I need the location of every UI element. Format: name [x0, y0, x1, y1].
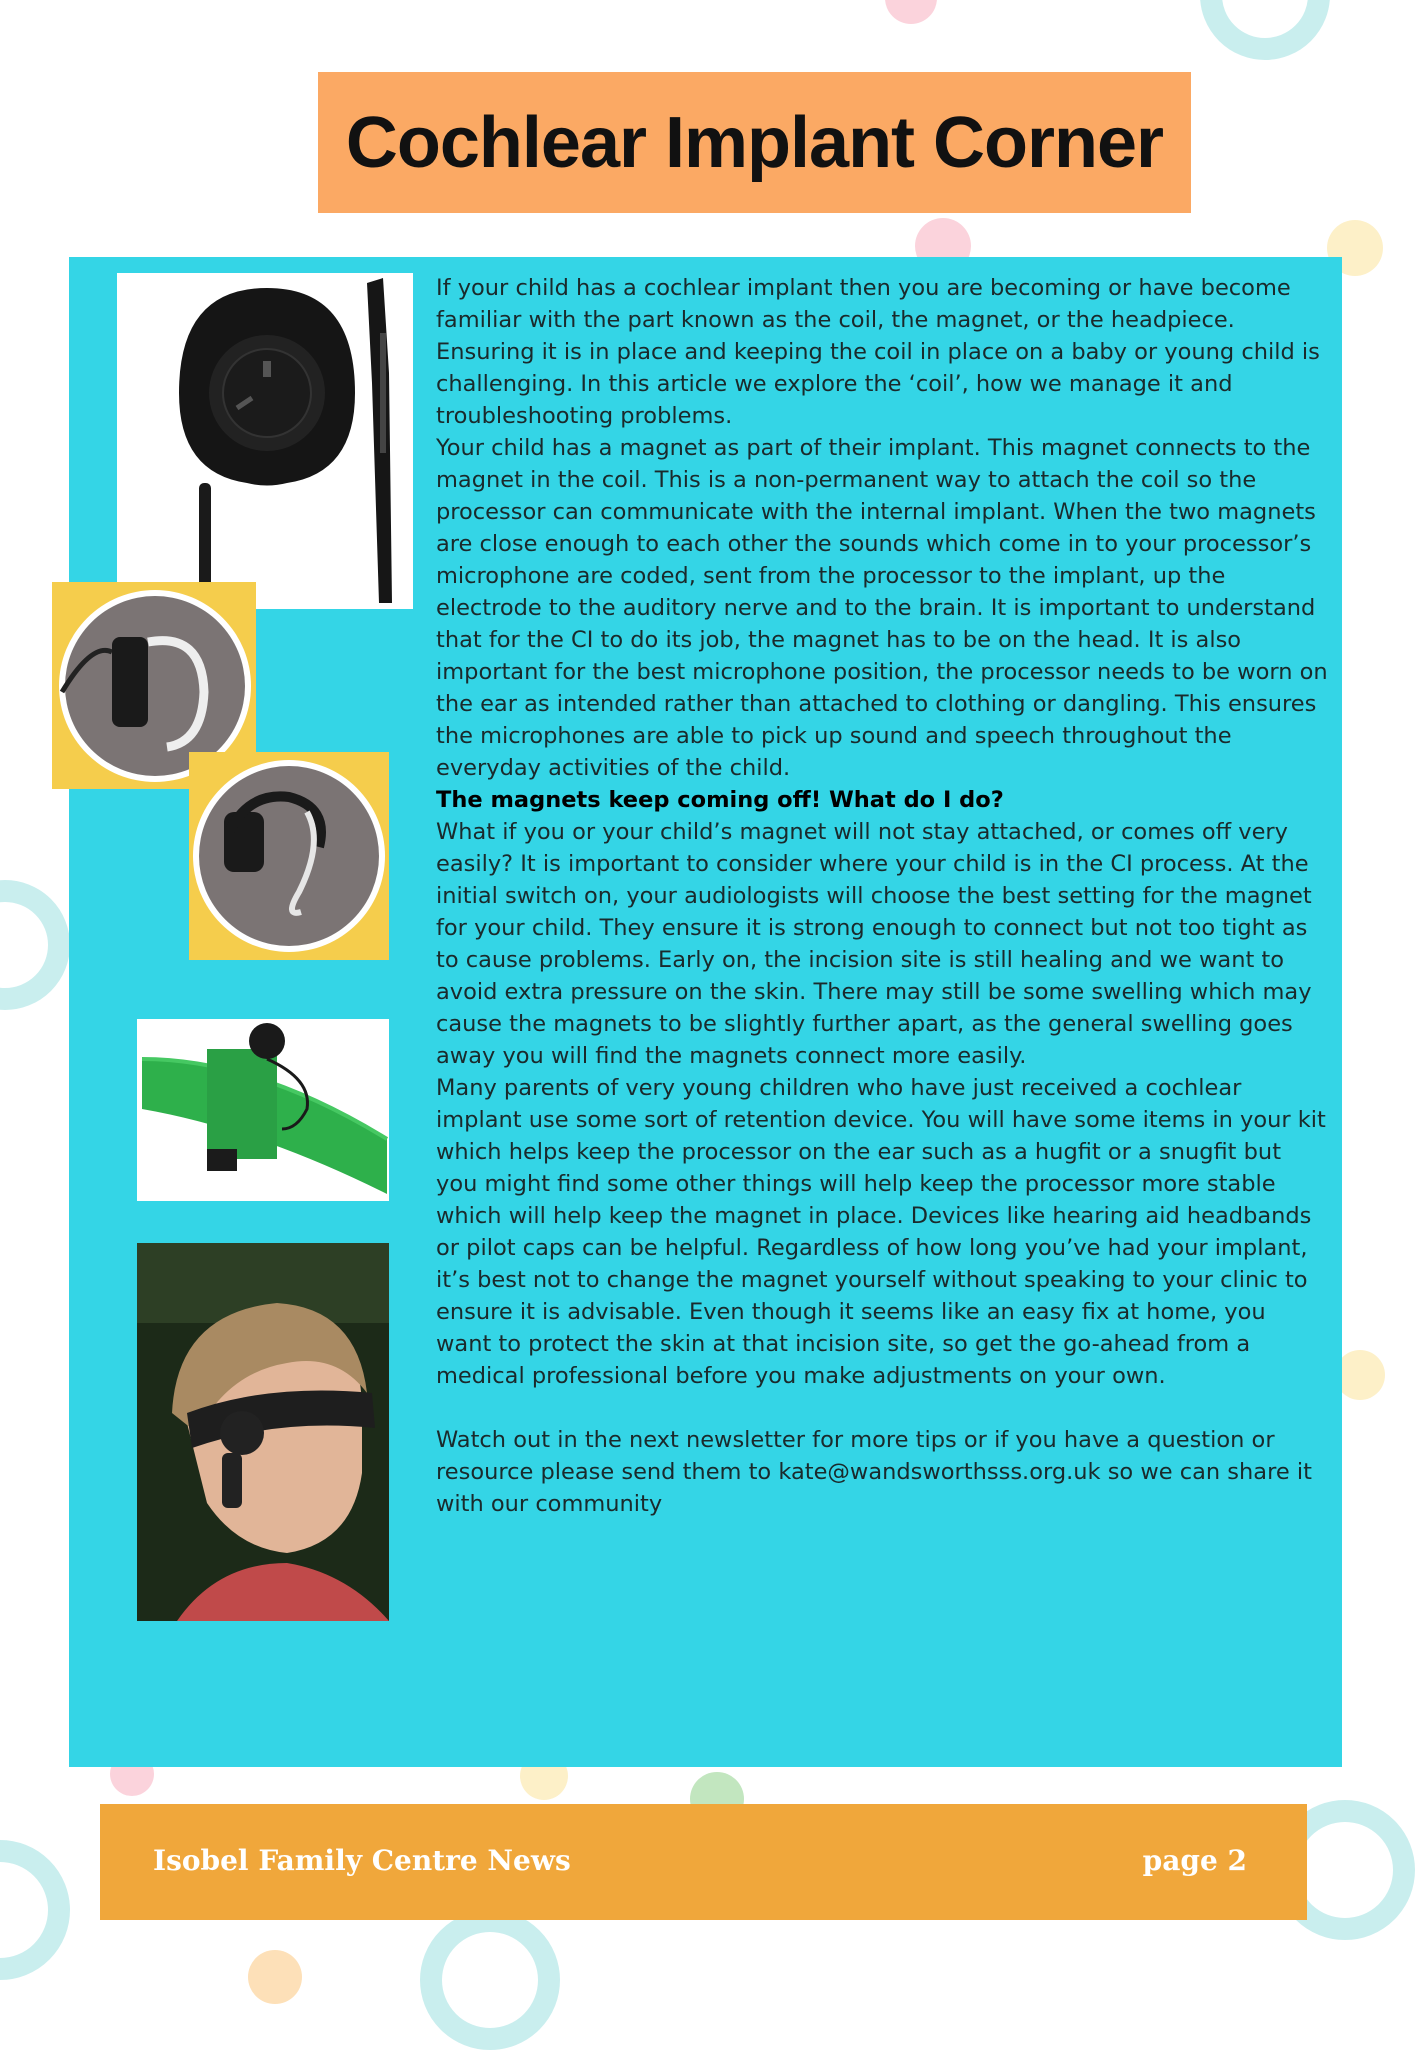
decor-ring-teal — [0, 1840, 70, 1980]
page-title: Cochlear Implant Corner — [345, 102, 1164, 183]
footer-bar — [100, 1804, 1307, 1920]
article-subheading: The magnets keep coming off! What do I do? — [436, 787, 1004, 813]
newsletter-name: Isobel Family Centre News — [153, 1844, 571, 1877]
processor-photo-2 — [189, 752, 389, 960]
article-paragraph: What if you or your child’s magnet will not stay attached, or comes off very easily? It is important to consider where your child is in the CI process. At the initial switch on, your audiologists will choose the best setting for the magnet for your child. They ensure it is strong enough to connect but not too tight as to cause problems. Early on, the incision site is still healing and we want to avoid extra pressure on the skin. There may still be some swelling which may cause the magnets to be slightly further apart, as the general swelling goes away you will find the magnets connect more easily. — [436, 819, 1312, 1069]
headband-photo — [137, 1019, 389, 1201]
article-closing-paragraph: Watch out in the next newsletter for more tips or if you have a question or resource please send them to kate@wandsworthsss.org.uk so we can share it with our community — [436, 1427, 1312, 1517]
child-headband-photo — [137, 1243, 389, 1621]
decor-ring-teal — [0, 880, 70, 1010]
coil-headpiece-photo — [117, 273, 413, 609]
article-panel — [69, 257, 1342, 1767]
page-number: page 2 — [1142, 1844, 1247, 1877]
article-paragraph: Your child has a magnet as part of their implant. This magnet connects to the magnet in the coil. This is a non-permanent way to attach the coil so the processor can communicate with the internal implant. When the two magnets are close enough to each other the sounds which come in to your processor’s microphone are coded, sent from the processor to the implant, up the electrode to the auditory nerve and to the brain. It is important to understand that for the CI to do its job, the magnet has to be on the head. It is also important for the best microphone position, the processor needs to be worn on the ear as intended rather than attached to clothing or dangling. This ensures the microphones are able to pick up sound and speech throughout the everyday activities of the child. — [436, 435, 1328, 781]
decor-dot-yellow — [248, 1950, 302, 2004]
decor-ring-teal — [1200, 0, 1330, 60]
article-body — [436, 272, 1328, 1520]
paragraph-spacer — [436, 1392, 1328, 1424]
title-banner — [318, 72, 1191, 213]
article-paragraph: If your child has a cochlear implant then you are becoming or have become familiar with the part known as the coil, the magnet, or the headpiece. Ensuring it is in place and keeping the coil in place on a baby or young child is challenging. In this article we explore the ‘coil’, how we manage it and troubleshooting problems. — [436, 275, 1320, 429]
decor-ring-teal — [420, 1910, 560, 2050]
decor-dot-yellow — [1335, 1350, 1385, 1400]
article-paragraph: Many parents of very young children who have just received a cochlear implant use some sort of retention device. You will have some items in your kit which helps keep the processor on the ear such as a hugfit or a snugfit but you might find some other things will help keep the processor more stable which will help keep the magnet in place. Devices like hearing aid headbands or pilot caps can be helpful. Regardless of how long you’ve had your implant, it’s best not to change the magnet yourself without speaking to your clinic to ensure it is advisable. Even though it seems like an easy fix at home, you want to protect the skin at that incision site, so get the go-ahead from a medical professional before you make adjustments on your own. — [436, 1075, 1326, 1389]
decor-dot-pink — [885, 0, 937, 24]
